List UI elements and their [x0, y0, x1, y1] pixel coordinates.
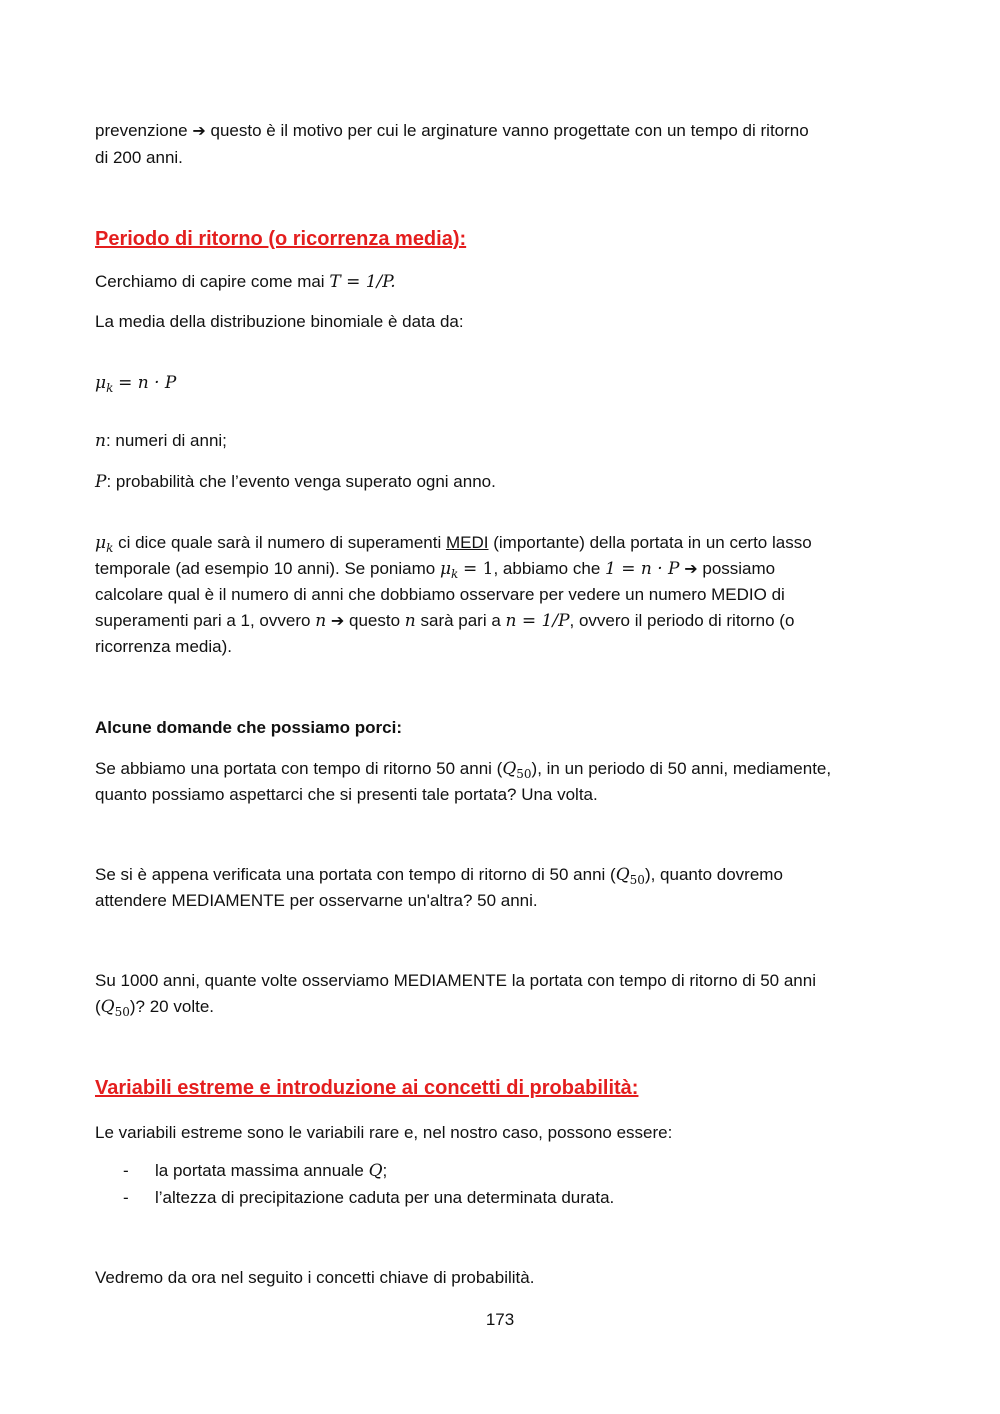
text: ( [95, 997, 101, 1016]
math-symbol: Q [502, 759, 517, 779]
section-heading-extreme-variables: Variabili estreme e introduzione ai concetti di probabilità: [95, 1077, 639, 1099]
text: la portata massima annuale [155, 1161, 364, 1180]
text: prevenzione [95, 121, 188, 140]
math-formula: = n · P [118, 373, 177, 393]
arrow-right-icon: ➔ [330, 611, 345, 630]
text: Se si è appena verificata una portata con tempo di ritorno di 50 anni ( [95, 865, 616, 884]
formula-mean [95, 370, 176, 396]
math-formula: 1 = n · P [605, 559, 680, 579]
paragraph-mean-line-5: ricorrenza media). [95, 637, 232, 656]
underlined-text: MEDI [445, 533, 489, 552]
question-1-line-2: quanto possiamo aspettarci che si presenti tale portata? Una volta. [95, 785, 598, 804]
text: questo [349, 611, 401, 630]
math-subscript: k [106, 381, 114, 395]
text: : numeri di anni; [105, 431, 227, 450]
arrow-right-icon: ➔ [684, 559, 698, 578]
paragraph-mean-line-1 [95, 530, 812, 556]
text: temporale (ad esempio 10 anni). Se poniamo [95, 559, 436, 578]
text: superamenti pari a 1, ovvero [95, 611, 311, 630]
paragraph-extreme: Le variabili estreme sono le variabili rare e, nel nostro caso, possono essere: [95, 1123, 673, 1142]
text: (importante) della portata in un certo lasso [493, 533, 812, 552]
arrow-right-icon: ➔ [192, 121, 206, 140]
section-heading-return-period: Periodo di ritorno (o ricorrenza media): [95, 228, 467, 250]
math-symbol: μ [95, 533, 107, 553]
paragraph-mean-line-4 [95, 608, 794, 634]
math-formula: T = 1/P. [329, 272, 396, 292]
paragraph-binomial: La media della distribuzione binomiale è data da: [95, 312, 464, 331]
bullet-dash: - [123, 1161, 129, 1180]
intro-line-1 [95, 118, 809, 144]
math-symbol: P [95, 472, 107, 492]
text: , ovvero il periodo di ritorno (o [569, 611, 795, 630]
bullet-item-2 [95, 1185, 905, 1211]
bullet-item-1 [95, 1158, 905, 1184]
math-symbol: μ [439, 559, 451, 579]
math-subscript: 50 [516, 767, 532, 781]
question-3-line-1: Su 1000 anni, quante volte osserviamo MEDIAMENTE la portata con tempo di ritorno di 50 anni [95, 971, 816, 990]
paragraph-mean-line-2 [95, 556, 775, 582]
math-subscript: k [451, 567, 459, 581]
text: ), in un periodo di 50 anni, mediamente, [531, 759, 832, 778]
math-symbol: Q [615, 865, 630, 885]
text: ; [382, 1161, 388, 1180]
page-number: 173 [485, 1310, 515, 1329]
question-1-line-1 [95, 756, 831, 782]
question-3-line-2 [95, 994, 214, 1020]
bullet-dash: - [123, 1188, 129, 1207]
math-formula: n = 1/P [505, 611, 570, 631]
math-subscript: k [106, 541, 114, 555]
math-subscript: 50 [114, 1005, 130, 1019]
text: , abbiamo che [493, 559, 601, 578]
text: sarà pari a [420, 611, 501, 630]
text: possiamo [702, 559, 776, 578]
bullet-text: l’altezza di precipitazione caduta per una determinata durata. [155, 1188, 615, 1207]
math-subscript: 50 [629, 873, 645, 887]
math-formula: = 1 [463, 559, 494, 579]
math-symbol: μ [95, 373, 107, 393]
text: ), quanto dovremo [644, 865, 783, 884]
math-symbol: Q [100, 997, 115, 1017]
text: : probabilità che l’evento venga superato ogni anno. [106, 472, 496, 491]
math-symbol: Q [368, 1161, 383, 1181]
paragraph-mean-line-3: calcolare qual è il numero di anni che dobbiamo osservare per vedere un numero MEDIO di [95, 585, 785, 604]
intro-line-2: di 200 anni. [95, 148, 183, 167]
question-2-line-1 [95, 862, 783, 888]
math-symbol: n [95, 431, 106, 451]
math-symbol: n [404, 611, 416, 631]
math-symbol: n [315, 611, 327, 631]
text: )? 20 volte. [129, 997, 214, 1016]
text: questo è il motivo per cui le arginature vanno progettate con un tempo di ritorno [210, 121, 809, 140]
question-2-line-2: attendere MEDIAMENTE per osservarne un'altra? 50 anni. [95, 891, 538, 910]
definition-n [95, 428, 227, 454]
questions-heading: Alcune domande che possiamo porci: [95, 718, 403, 737]
text: Se abbiamo una portata con tempo di ritorno 50 anni ( [95, 759, 503, 778]
text: Cerchiamo di capire come mai [95, 272, 325, 291]
paragraph-why [95, 269, 396, 295]
text: ci dice quale sarà il numero di superamenti [118, 533, 442, 552]
definition-p [95, 469, 496, 495]
paragraph-closing: Vedremo da ora nel seguito i concetti chiave di probabilità. [95, 1268, 535, 1287]
